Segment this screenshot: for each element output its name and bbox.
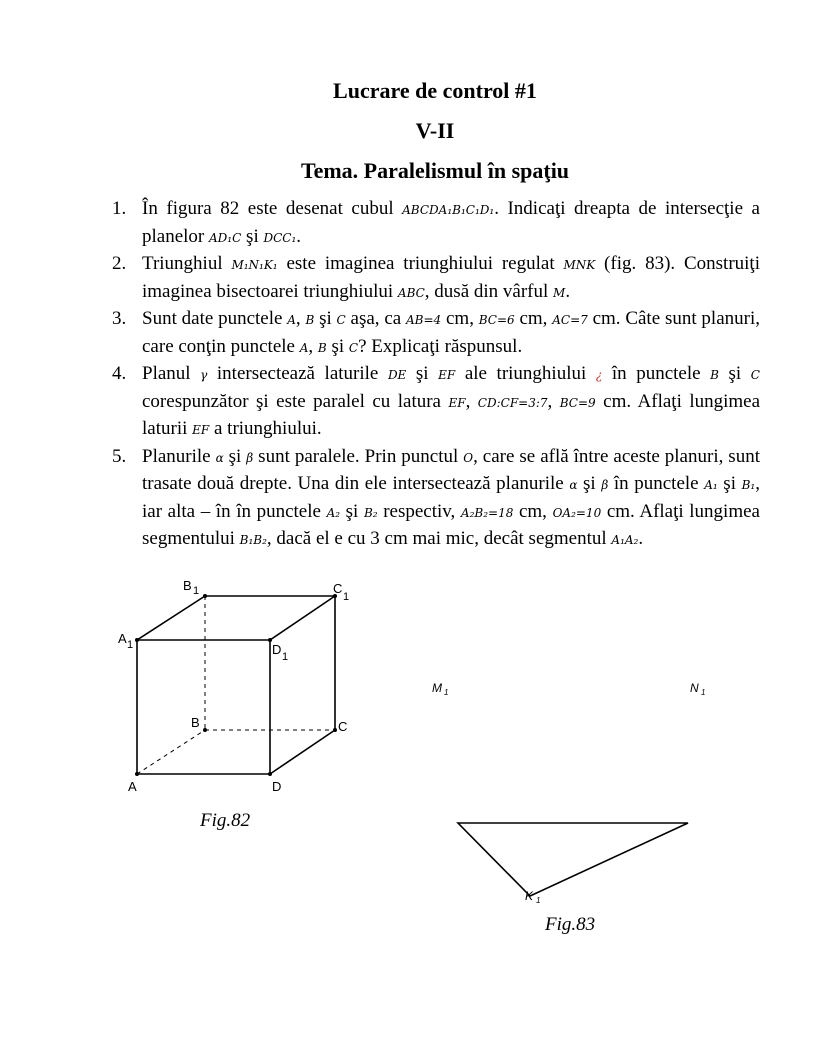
math-expression: ABC [397,285,425,300]
problem-text: , [547,390,560,412]
math-expression: B₁ [741,478,756,492]
vertex-c [333,728,337,732]
topic-heading: Tema. Paralelismul în spaţiu [300,158,570,183]
label-a: A [128,779,137,794]
math-expression: O [463,450,474,465]
math-expression: α [215,450,224,465]
math-expression: A₂ [326,505,341,520]
triangle-m1n1k1 [458,823,688,896]
problem-text: În figura 82 este desenat cubul [142,198,403,219]
vertex-a [135,772,139,776]
problem-text: în punctele [602,363,711,384]
math-expression: B₂ [363,505,378,520]
math-expression: CD:CF=3:7 [477,395,548,410]
problem-text: , [295,308,306,329]
problem-item [112,361,760,444]
label-k1-sub: 1 [536,896,541,905]
problem-text: cm. Câte sunt planuri, care conţin punctele [142,308,760,357]
problem-text: . [565,280,571,302]
label-k1: K [525,889,534,903]
problem-text: , [465,390,478,412]
problem-text: cm. Aflaţi lungimea laturii [142,390,761,439]
problem-text: cm, [514,308,553,329]
math-expression: AB=4 [406,313,442,327]
problem-text: , care se află între aceste planuri, sunt trasate două drepte. Una din ele intersectează planurile [142,445,760,494]
label-b: B [191,715,200,730]
problem-text: şi [577,473,602,494]
problem-text: , iar alta – în în punctele [142,473,760,522]
math-expression: A [299,340,309,355]
problem-text: Sunt date punctele [142,308,288,329]
math-expression: M [553,285,566,300]
label-b1: B [183,578,192,593]
hidden-edge-a-b [137,730,205,774]
problem-item [112,444,760,554]
problem-text: ale triunghiului [455,363,596,384]
problem-text: sunt paralele. Prin punctul [253,445,464,467]
label-m1: M [432,681,442,695]
label-c1: C [333,581,343,596]
problem-item [112,196,760,251]
edge-d-c [270,730,335,774]
problem-text: şi [717,473,742,494]
problem-text: şi [718,363,751,384]
math-expression: B [317,340,327,355]
problem-text: Planul [142,363,201,384]
label-c1-sub: 1 [343,591,350,603]
edge-a1-b1 [137,596,205,640]
problem-text: . Indicaţi dreapta de intersecţie a planelor [142,198,760,247]
math-expression: OA₂=10 [552,505,602,520]
label-d: D [272,779,282,794]
math-expression: DCC₁ [263,230,297,245]
problem-number: 2. [112,253,127,274]
math-expression: ¿ [595,368,603,382]
problem-item [112,251,760,306]
problem-text: . [638,528,644,549]
problem-text: , dusă din vârful [424,280,554,302]
math-expression: DE [387,368,407,382]
variant-label: V-II [415,118,455,143]
problem-text: şi [326,335,349,357]
math-expression: ABCDA₁B₁C₁D₁ [402,203,495,217]
math-expression: MNK [563,258,596,272]
vertex-b1 [203,594,207,598]
problem-text: şi [406,363,439,384]
math-expression: C [348,340,359,355]
problem-item [112,306,760,361]
problem-list [112,196,760,554]
problem-text: în punctele [608,473,705,494]
problem-number: 4. [112,363,127,384]
problem-text: cm. Aflaţi lungimea segmentului [142,500,760,549]
vertex-a1 [135,638,139,642]
label-d1-sub: 1 [282,651,289,663]
math-expression: M₁N₁K₁ [231,258,278,272]
math-expression: A₁A₂ [611,533,639,547]
problem-text: Planurile [142,445,216,467]
problem-text: intersectează laturile [207,363,388,384]
label-a1: A [118,631,127,646]
problem-number: 5. [112,445,127,467]
fig83-caption: Fig.83 [545,914,596,935]
problem-text: şi [340,500,364,522]
math-expression: A₁ [704,478,718,492]
problem-text: este imaginea triunghiului regulat [277,253,564,274]
problem-text: şi [223,445,247,467]
problem-text: ? Explicaţi răspunsul. [358,335,523,357]
math-expression: BC=9 [559,395,596,410]
problem-text: corespunzător şi este paralel cu latura [142,390,449,412]
problem-text: (fig. 83). Construiţi imaginea bisectoarei triunghiului [142,253,760,302]
problem-text: şi [314,308,337,329]
problem-text: respectiv, [377,500,461,522]
label-a1-sub: 1 [127,639,134,651]
math-expression: A [287,313,296,327]
problem-text: cm, [441,308,479,329]
problem-number: 3. [112,308,127,329]
math-expression: β [246,450,254,465]
math-expression: B [710,368,719,382]
edge-d1-c1 [270,596,335,640]
problem-text: a triunghiului. [209,418,322,439]
page-title: Lucrare de control #1 [333,78,537,103]
label-c: C [338,719,348,734]
problem-text: , [308,335,318,357]
problem-text: cm, [513,500,553,522]
problem-text: şi [241,225,264,247]
problem-text: aşa, ca [345,308,406,329]
label-b1-sub: 1 [193,585,200,597]
math-expression: γ [200,368,208,382]
math-expression: EF [192,423,210,437]
vertex-b [203,728,207,732]
math-expression: C [336,313,346,327]
fig83-triangle [420,670,720,910]
problem-number: 1. [112,198,127,219]
math-expression: AD₁C [209,230,242,245]
math-expression: AC=7 [552,313,588,327]
math-expression: B₁B₂ [239,533,267,547]
label-d1: D [272,642,282,657]
fig82-caption: Fig.82 [200,810,251,831]
math-expression: C [750,368,760,382]
math-expression: A₂B₂=18 [460,505,514,520]
label-n1: N [690,681,699,695]
label-n1-sub: 1 [701,688,706,697]
math-expression: α [569,478,578,492]
math-expression: EF [448,395,466,410]
math-expression: BC=6 [478,313,515,327]
label-m1-sub: 1 [444,688,449,697]
fig82-cube [110,570,370,800]
problem-text: Triunghiul [142,253,232,274]
problem-text: . [296,225,302,247]
math-expression: EF [438,368,456,382]
problem-text: , dacă el e cu 3 cm mai mic, decât segmentul [266,528,612,549]
vertex-d [268,772,272,776]
math-expression: B [305,313,315,327]
math-expression: β [601,478,609,492]
